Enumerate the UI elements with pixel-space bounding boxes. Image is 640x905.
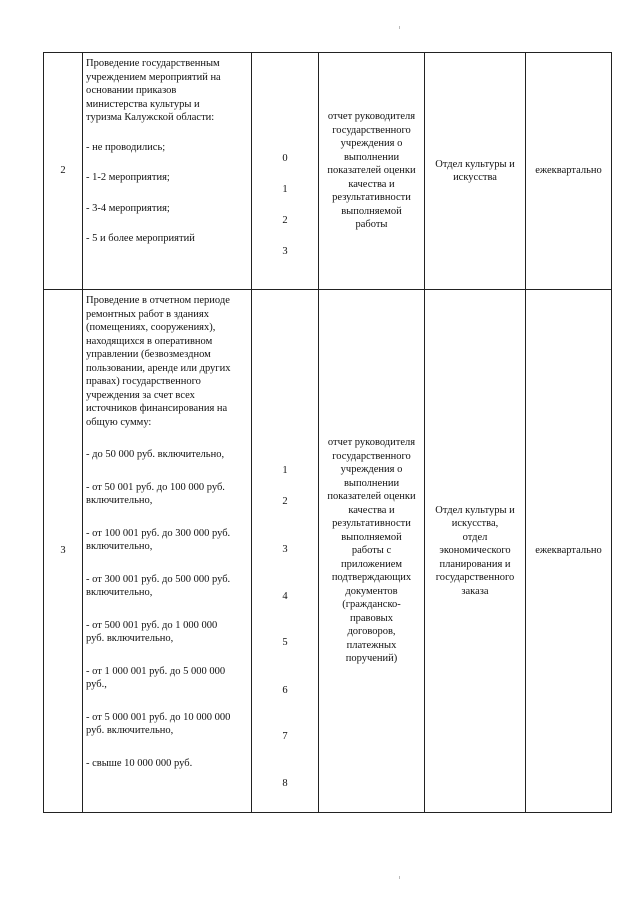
frequency: ежеквартально bbox=[526, 53, 612, 290]
table-row bbox=[44, 290, 612, 813]
points-value: 0 bbox=[282, 153, 288, 164]
option: - от 500 001 руб. до 1 000 000 руб. включительно, bbox=[86, 619, 218, 644]
criterion-description: Проведение государственным учреждением мероприятий на основании приказов министерства культуры и туризма Калужской области: - не проводились; - 1-2 мероприятия; - 3-4 мероприятия; - 5 и более мероприятий bbox=[83, 53, 252, 290]
criterion-description: Проведение в отчетном периоде ремонтных работ в зданиях (помещениях, сооружениях), находящихся в оперативном управлении (безвозмездном пользовании, аренде или других правах) государственного учреждения за счет всех источников финансирования на общую сумму: - до 50 000 руб. включительно, - от 50 001 руб. до 100 000 руб. включительно, - от 100 001 руб. до 300 000 руб. включительно, - от 300 001 руб. до 500 000 руб. включительно, - от 500 001 руб. до 1 000 000 руб. включительно, - от 1 000 001 руб. до 5 000 000 руб., - от 5 000 001 руб. до 10 000 000 руб. включительно, - свыше 10 000 000 руб. bbox=[83, 290, 252, 813]
points-value: 5 bbox=[282, 637, 288, 648]
points-column bbox=[252, 290, 319, 813]
points-value: 3 bbox=[282, 246, 288, 257]
option: - 3-4 мероприятия; bbox=[86, 202, 170, 214]
points-value: 1 bbox=[282, 184, 288, 195]
option: - от 5 000 001 руб. до 10 000 000 руб. включительно, bbox=[86, 711, 231, 736]
points-value: 2 bbox=[282, 215, 288, 226]
points-value: 8 bbox=[282, 778, 288, 789]
data-source: отчет руководителя государственного учреждения о выполнении показателей оценки качества и результативности выполняемой работы bbox=[319, 53, 425, 290]
row-number: 3 bbox=[44, 290, 83, 813]
points-value: 6 bbox=[282, 685, 288, 696]
responsible-department: Отдел культуры и искусства bbox=[425, 53, 526, 290]
option: - от 100 001 руб. до 300 000 руб. включительно, bbox=[86, 527, 231, 552]
option: - от 50 001 руб. до 100 000 руб. включительно, bbox=[86, 481, 225, 506]
criteria-table bbox=[43, 52, 612, 813]
option: - от 1 000 001 руб. до 5 000 000 руб., bbox=[86, 665, 226, 690]
responsible-department: Отдел культуры и искусства, отдел экономического планирования и государственного заказа bbox=[425, 290, 526, 813]
option: - от 300 001 руб. до 500 000 руб. включительно, bbox=[86, 573, 231, 598]
table-row bbox=[44, 53, 612, 290]
option: - 5 и более мероприятий bbox=[86, 233, 195, 244]
points-value: 1 bbox=[282, 465, 288, 476]
points-value: 4 bbox=[282, 591, 288, 602]
points-value: 3 bbox=[282, 544, 288, 555]
row-number: 2 bbox=[44, 53, 83, 290]
option: - свыше 10 000 000 руб. bbox=[86, 757, 193, 769]
frequency: ежеквартально bbox=[526, 290, 612, 813]
scan-speck bbox=[399, 876, 400, 879]
data-source: отчет руководителя государственного учреждения о выполнении показателей оценки качества и результативности выполняемой работы с приложением подтверждающих документов (гражданско- правовых договоров, платежных поручений) bbox=[319, 290, 425, 813]
option: - не проводились; bbox=[86, 141, 166, 153]
option: - 1-2 мероприятия; bbox=[86, 172, 170, 183]
option: - до 50 000 руб. включительно, bbox=[86, 449, 225, 460]
points-value: 2 bbox=[282, 496, 288, 507]
scan-speck bbox=[399, 26, 400, 29]
points-column bbox=[252, 53, 319, 290]
points-value: 7 bbox=[282, 731, 288, 742]
